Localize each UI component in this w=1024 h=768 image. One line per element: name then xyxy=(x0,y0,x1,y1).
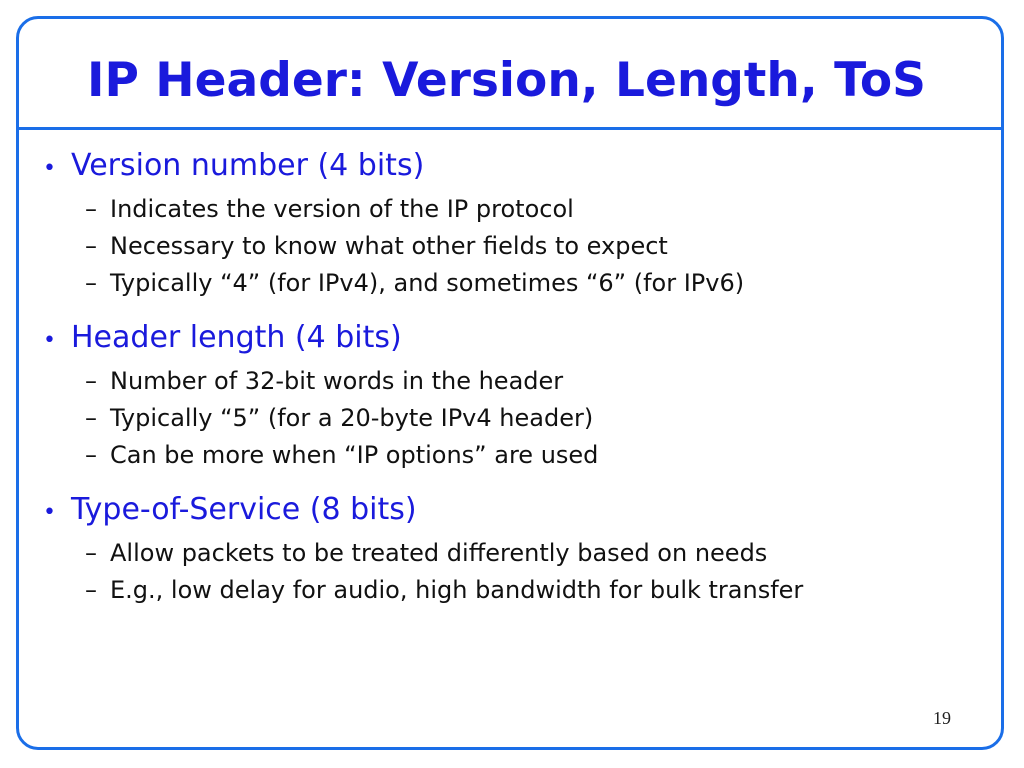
dash-icon: – xyxy=(85,441,97,469)
sub-item xyxy=(85,265,983,302)
dash-icon: – xyxy=(85,404,97,432)
bullet-icon: • xyxy=(43,156,56,181)
bullet-icon: • xyxy=(43,328,56,353)
bullet-header-length xyxy=(43,316,983,363)
section-version xyxy=(43,144,983,302)
slide-title: IP Header: Version, Length, ToS xyxy=(87,53,927,108)
sub-item-text: Typically “4” (for IPv4), and sometimes “6” (for IPv6) xyxy=(110,269,745,297)
bullet-heading: Header length (4 bits) xyxy=(71,320,402,355)
sub-item xyxy=(85,400,983,437)
sub-item xyxy=(85,437,983,474)
sub-item-text: Allow packets to be treated differently based on needs xyxy=(110,539,768,567)
dash-icon: – xyxy=(85,539,97,567)
sub-item-text: Indicates the version of the IP protocol xyxy=(110,195,574,223)
bullet-version-number xyxy=(43,144,983,191)
sub-item-text: Number of 32-bit words in the header xyxy=(110,367,564,395)
sub-item-text: Typically “5” (for a 20-byte IPv4 header) xyxy=(110,404,594,432)
dash-icon: – xyxy=(85,576,97,604)
title-divider xyxy=(19,127,1001,130)
dash-icon: – xyxy=(85,195,97,223)
sub-item xyxy=(85,535,983,572)
sub-item-text: Can be more when “IP options” are used xyxy=(110,441,599,469)
dash-icon: – xyxy=(85,232,97,260)
sub-item xyxy=(85,363,983,400)
slide-frame xyxy=(16,16,1004,750)
sub-item-text: E.g., low delay for audio, high bandwidth for bulk transfer xyxy=(110,576,804,604)
bullet-heading: Version number (4 bits) xyxy=(71,148,425,183)
section-type-of-service xyxy=(43,488,983,609)
sub-item xyxy=(85,572,983,609)
bullet-type-of-service xyxy=(43,488,983,535)
dash-icon: – xyxy=(85,269,97,297)
bullet-heading: Type-of-Service (8 bits) xyxy=(71,492,417,527)
dash-icon: – xyxy=(85,367,97,395)
slide-content xyxy=(43,144,983,623)
section-header-length xyxy=(43,316,983,474)
bullet-icon: • xyxy=(43,500,56,525)
sub-item xyxy=(85,228,983,265)
page-number: 19 xyxy=(933,708,951,728)
sub-item-text: Necessary to know what other fields to expect xyxy=(110,232,668,260)
sub-item xyxy=(85,191,983,228)
